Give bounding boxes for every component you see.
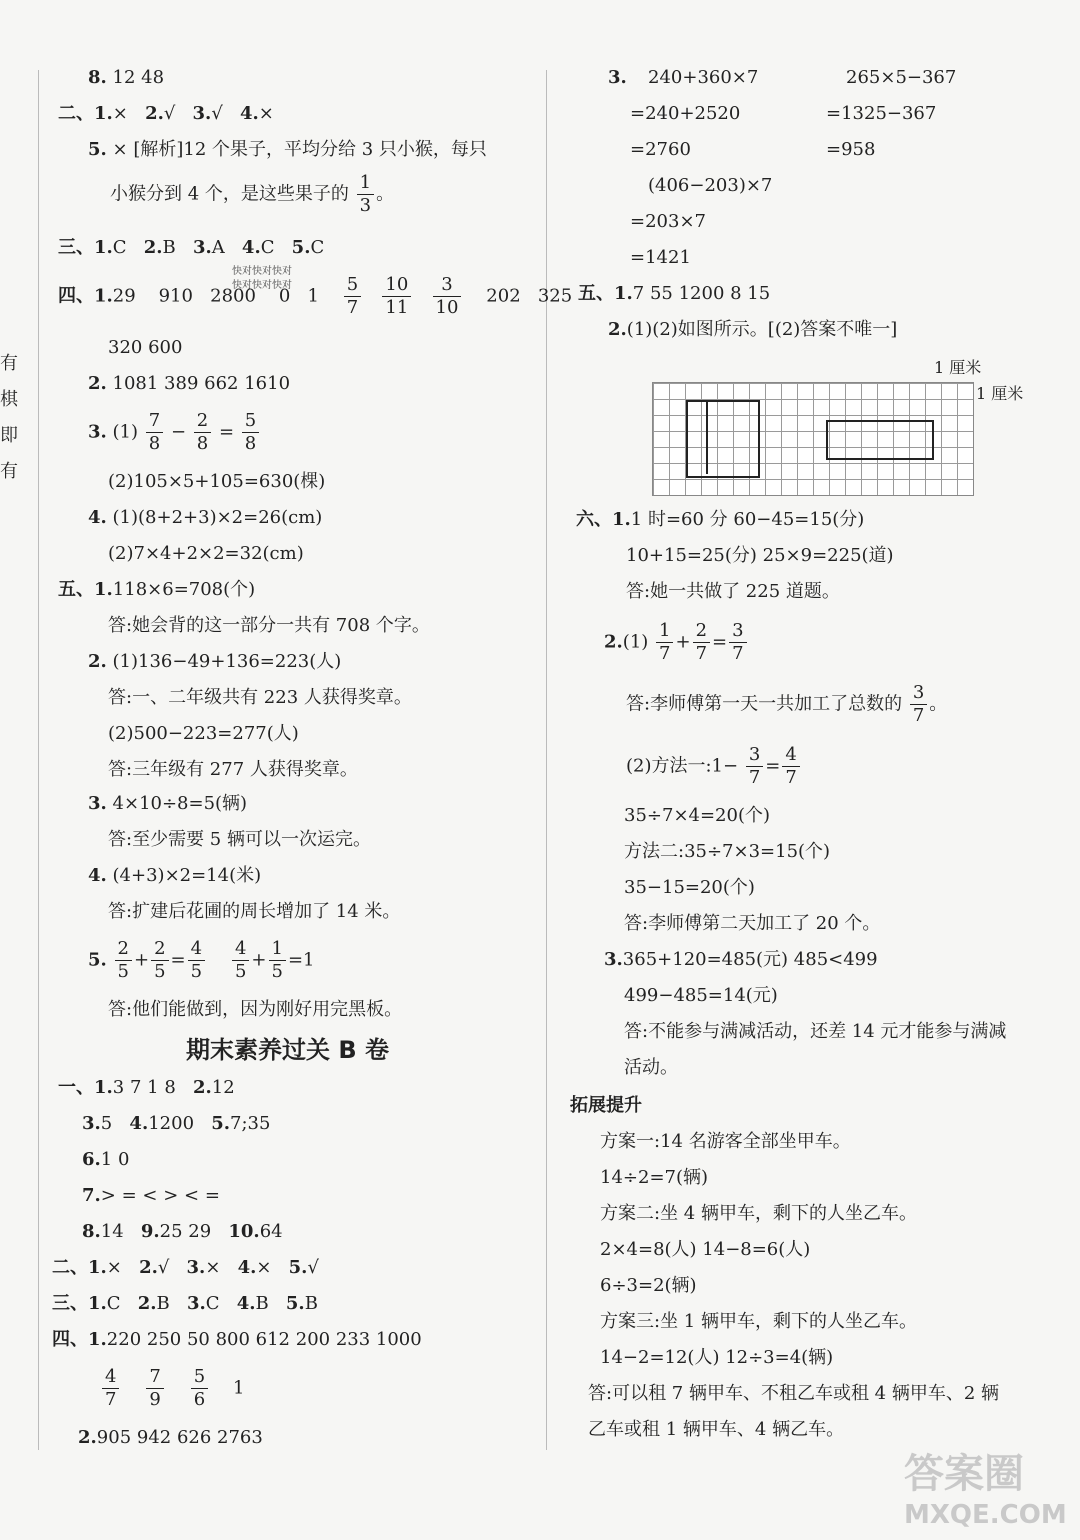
answer-line: 答:可以租 7 辆甲车、不租乙车或租 4 辆甲车、2 辆 [588, 1383, 1000, 1404]
answer-line: 答:三年级有 277 人获得奖章。 [108, 759, 358, 780]
answer-line: 3. (1) $\frac{7}{8}$ − $\frac{2}{8}$ = $\frac{5}{8}$ [88, 410, 261, 455]
fraction: $\frac{2}{5}$ [151, 938, 168, 983]
answer-line: =203×7 [630, 211, 706, 232]
answer-line: 答:一、二年级共有 223 人获得奖章。 [108, 687, 412, 708]
answer-line: 6÷3=2(辆) [600, 1275, 697, 1296]
fraction: $\frac{3}{7}$ [746, 744, 763, 789]
fraction: $\frac{1}{5}$ [269, 938, 286, 983]
answer-line: 265×5−367 [846, 67, 957, 88]
section-title: 拓展提升 [570, 1095, 642, 1116]
watermark-logo: 答案圈 [904, 1451, 1024, 1497]
answer-line: (406−203)×7 [648, 175, 773, 196]
answer-line: 四、1.220 250 50 800 612 200 233 1000 [52, 1329, 422, 1350]
answer-line: 五、1.7 55 1200 8 15 [578, 283, 771, 304]
fraction: $\frac{3}{10}$ [433, 274, 462, 319]
margin-char: 棋 [0, 389, 18, 410]
section-title: 期末素养过关 B 卷 [186, 1036, 390, 1064]
fraction: $\frac{1}{7}$ [656, 620, 673, 665]
fraction: $\frac{2}{7}$ [693, 620, 710, 665]
fraction: $\frac{10}{11}$ [382, 274, 411, 319]
answer-line: 三、1.C 2.B 3.A 4.C 5.C [58, 237, 325, 258]
answer-line: 8. 12 48 [88, 67, 165, 88]
answer-line: 2. 1081 389 662 1610 [88, 373, 291, 394]
answer-line: 答:不能参与满减活动，还差 14 元才能参与满减 [624, 1021, 1007, 1042]
stamp-text: 快对快对快对 [232, 266, 292, 277]
answer-line: 14−2=12(人) 12÷3=4(辆) [600, 1347, 834, 1368]
fraction: $\frac{2}{8}$ [194, 410, 211, 455]
answer-line: 35−15=20(个) [624, 877, 755, 898]
margin-char: 有 [0, 461, 18, 482]
answer-line: (2)方法一:1− $\frac{3}{7}$ = $\frac{4}{7}$ [626, 744, 802, 789]
answer-line: 六、1.1 时=60 分 60−45=15(分) [576, 509, 865, 530]
stamp-text: 快对快对快对 [232, 280, 292, 291]
answer-line: 答:她会背的这一部分一共有 708 个字。 [108, 615, 430, 636]
left-margin-rule [38, 70, 39, 1450]
answer-line: 14÷2=7(辆) [600, 1167, 709, 1188]
answer-line: 方法二:35÷7×3=15(个) [624, 841, 831, 862]
drawn-rectangle [826, 420, 934, 460]
answer-line: 四、1.29 910 2800 0 1 $\frac{5}{7}$ $\frac{10}{11}$ $\frac{3}{10}$ 202 325 [58, 274, 573, 318]
unit-label: 1 厘米 [934, 358, 982, 377]
answer-line: 7.> = < > < = [82, 1185, 220, 1206]
answer-line: =240+2520 [630, 103, 741, 124]
answer-line: 活动。 [624, 1057, 678, 1078]
answer-line: 答:扩建后花圃的周长增加了 14 米。 [108, 901, 401, 922]
answer-line: 5. × [解析]12 个果子，平均分给 3 只小猴，每只 [88, 139, 487, 160]
answer-line: 方案三:坐 1 辆甲车，剩下的人坐乙车。 [600, 1311, 917, 1332]
fraction: $\frac{4}{5}$ [232, 938, 249, 983]
margin-char: 即 [0, 425, 18, 446]
answer-line: $\frac{4}{7}$ $\frac{7}{9}$ $\frac{5}{6}$ 1 [100, 1366, 244, 1411]
answer-line: 方案一:14 名游客全部坐甲车。 [600, 1131, 851, 1152]
answer-line: 小猴分到 4 个，是这些果子的 $\frac{1}{3}$ 。 [110, 172, 395, 216]
fraction: $\frac{7}{9}$ [146, 1366, 163, 1411]
answer-line: 二、1.× 2.√ 3.√ 4.× [58, 103, 274, 124]
fraction: $\frac{1}{3}$ [357, 172, 374, 217]
answer-line: 10+15=25(分) 25×9=225(道) [626, 545, 894, 566]
answer-line: =958 [826, 139, 876, 160]
fraction: $\frac{3}{7}$ [910, 682, 927, 727]
answer-line: =2760 [630, 139, 691, 160]
answer-line: 3.365+120=485(元) 485<499 [604, 949, 878, 970]
answer-line: 二、1.× 2.√ 3.× 4.× 5.√ [52, 1257, 319, 1278]
answer-line: 35÷7×4=20(个) [624, 805, 771, 826]
answer-line: 3. 4×10÷8=5(辆) [88, 793, 248, 814]
answer-line: 答:李师傅第一天一共加工了总数的 $\frac{3}{7}$ 。 [626, 682, 948, 726]
answer-line: 5. $\frac{2}{5}$ + $\frac{2}{5}$ = $\frac{4}{5}$ $\frac{4}{5}$ + $\frac{1}{5}$ =1 [88, 938, 315, 982]
answer-line: 3. [608, 67, 627, 88]
answer-line: 乙车或租 1 辆甲车、4 辆乙车。 [588, 1419, 845, 1440]
fraction: $\frac{5}{6}$ [191, 1366, 208, 1411]
answer-line: 三、1.C 2.B 3.C 4.B 5.B [52, 1293, 318, 1314]
answer-line: 一、1.3 7 1 8 2.12 [58, 1077, 235, 1098]
answer-line: 答:李师傅第二天加工了 20 个。 [624, 913, 881, 934]
fraction: $\frac{4}{7}$ [102, 1366, 119, 1411]
answer-line: 答:她一共做了 225 道题。 [626, 581, 840, 602]
watermark-site: MXQE.COM [904, 1500, 1067, 1530]
fraction: $\frac{5}{8}$ [242, 410, 259, 455]
answer-line: 答:至少需要 5 辆可以一次运完。 [108, 829, 371, 850]
margin-char: 有 [0, 353, 18, 374]
answer-line: 4. (1)(8+2+3)×2=26(cm) [88, 507, 323, 528]
answer-line: (2)105×5+105=630(棵) [108, 471, 326, 492]
answer-line: 4. (4+3)×2=14(米) [88, 865, 262, 886]
answer-line: 6.1 0 [82, 1149, 130, 1170]
answer-line: 3.5 4.1200 5.7;35 [82, 1113, 271, 1134]
answer-line: (2)7×4+2×2=32(cm) [108, 543, 304, 564]
answer-line: 499−485=14(元) [624, 985, 778, 1006]
answer-line: 320 600 [108, 337, 183, 358]
answer-line: 五、1.118×6=708(个) [58, 579, 256, 600]
answer-line: 2.(1) $\frac{1}{7}$ + $\frac{2}{7}$ = $\frac{3}{7}$ [604, 620, 749, 665]
answer-line: =1325−367 [826, 103, 937, 124]
fraction: $\frac{2}{5}$ [115, 938, 132, 983]
unit-label: 1 厘米 [976, 384, 1024, 403]
answer-line: 8.14 9.25 29 10.64 [82, 1221, 283, 1242]
answer-line: 2.(1)(2)如图所示。[(2)答案不唯一] [608, 319, 898, 340]
square-divider [706, 402, 708, 474]
answer-line: 240+360×7 [648, 67, 759, 88]
drawn-square [686, 400, 760, 478]
fraction: $\frac{4}{7}$ [782, 744, 799, 789]
fraction: $\frac{7}{8}$ [146, 410, 163, 455]
answer-line: (2)500−223=277(人) [108, 723, 299, 744]
answer-line: 2. (1)136−49+136=223(人) [88, 651, 342, 672]
answer-line: 2.905 942 626 2763 [78, 1427, 263, 1448]
fraction: $\frac{5}{7}$ [344, 274, 361, 319]
answer-line: 方案二:坐 4 辆甲车，剩下的人坐乙车。 [600, 1203, 917, 1224]
answer-line: 答:他们能做到，因为刚好用完黑板。 [108, 999, 403, 1020]
fraction: $\frac{4}{5}$ [188, 938, 205, 983]
answer-line: 2×4=8(人) 14−8=6(人) [600, 1239, 811, 1260]
fraction: $\frac{3}{7}$ [729, 620, 746, 665]
answer-line: =1421 [630, 247, 691, 268]
